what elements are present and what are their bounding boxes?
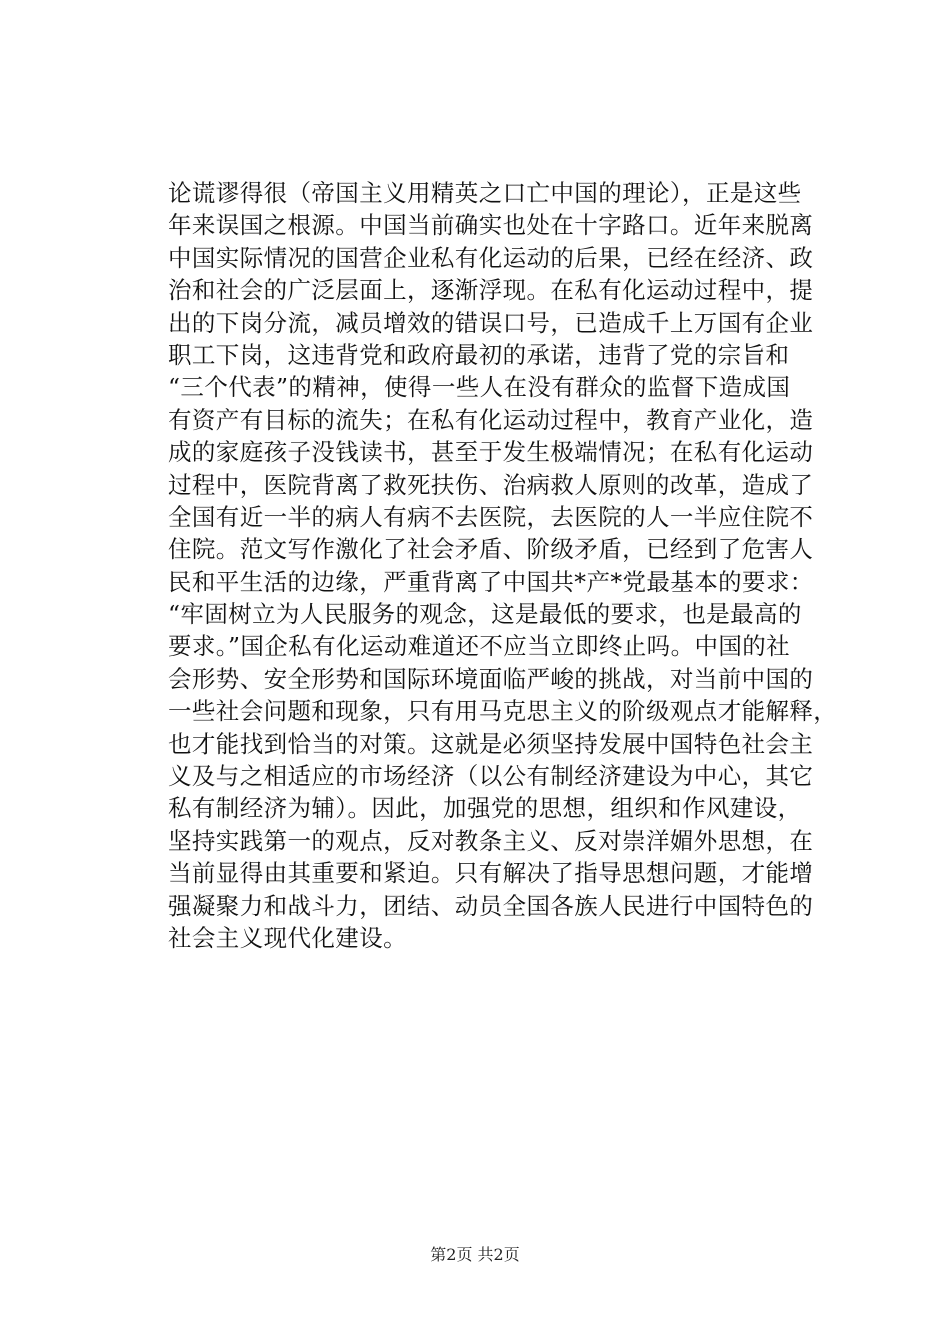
text-line: 中国实际情况的国营企业私有化运动的后果，已经在经济、政 [168, 243, 814, 272]
text-line: 坚持实践第一的观点，反对教条主义、反对崇洋媚外思想，在 [168, 826, 814, 855]
text-line: 会形势、安全形势和国际环境面临严峻的挑战，对当前中国的 [168, 664, 814, 693]
page-number-footer: 第2页 共2页 [430, 1245, 520, 1264]
text-line: 职工下岗，这违背党和政府最初的承诺，违背了党的宗旨和 [168, 340, 790, 369]
text-line: 民和平生活的边缘，严重背离了中国共*产*党最基本的要求： [168, 567, 814, 596]
text-line: 当前显得由其重要和紧迫。只有解决了指导思想问题，才能增 [168, 859, 814, 888]
text-line: 过程中，医院背离了救死扶伤、治病救人原则的改革，造成了 [168, 470, 814, 499]
text-line: 成的家庭孩子没钱读书，甚至于发生极端情况；在私有化运动 [168, 438, 814, 467]
text-line: 社会主义现代化建设。 [168, 923, 407, 952]
text-line: 也才能找到恰当的对策。这就是必须坚持发展中国特色社会主 [168, 729, 814, 758]
text-line: “三个代表”的精神，使得一些人在没有群众的监督下造成国 [168, 373, 791, 402]
text-line: 义及与之相适应的市场经济（以公有制经济建设为中心，其它 [168, 762, 814, 791]
text-line: 住院。范文写作激化了社会矛盾、阶级矛盾，已经到了危害人 [168, 535, 814, 564]
text-line: 强凝聚力和战斗力，团结、动员全国各族人民进行中国特色的 [168, 891, 814, 920]
text-line: 治和社会的广泛层面上，逐渐浮现。在私有化运动过程中，提 [168, 276, 814, 305]
text-line: 有资产有目标的流失；在私有化运动过程中，教育产业化，造 [168, 405, 814, 434]
text-line: 要求。”国企私有化运动难道还不应当立即终止吗。中国的社 [168, 632, 791, 661]
text-line: 出的下岗分流，减员增效的错误口号，已造成千上万国有企业 [168, 308, 814, 337]
text-line: 私有制经济为辅）。因此，加强党的思想，组织和作风建设， [168, 794, 802, 823]
body-paragraph [168, 177, 848, 954]
text-line: 年来误国之根源。中国当前确实也处在十字路口。近年来脱离 [168, 211, 814, 240]
text-line: “牢固树立为人民服务的观念，这是最低的要求，也是最高的 [168, 600, 802, 629]
text-line: 全国有近一半的病人有病不去医院，去医院的人一半应住院不 [168, 502, 814, 531]
text-line: 一些社会问题和现象，只有用马克思主义的阶级观点才能解释， [168, 697, 838, 726]
text-line: 论谎谬得很（帝国主义用精英之口亡中国的理论），正是这些 [168, 179, 802, 207]
